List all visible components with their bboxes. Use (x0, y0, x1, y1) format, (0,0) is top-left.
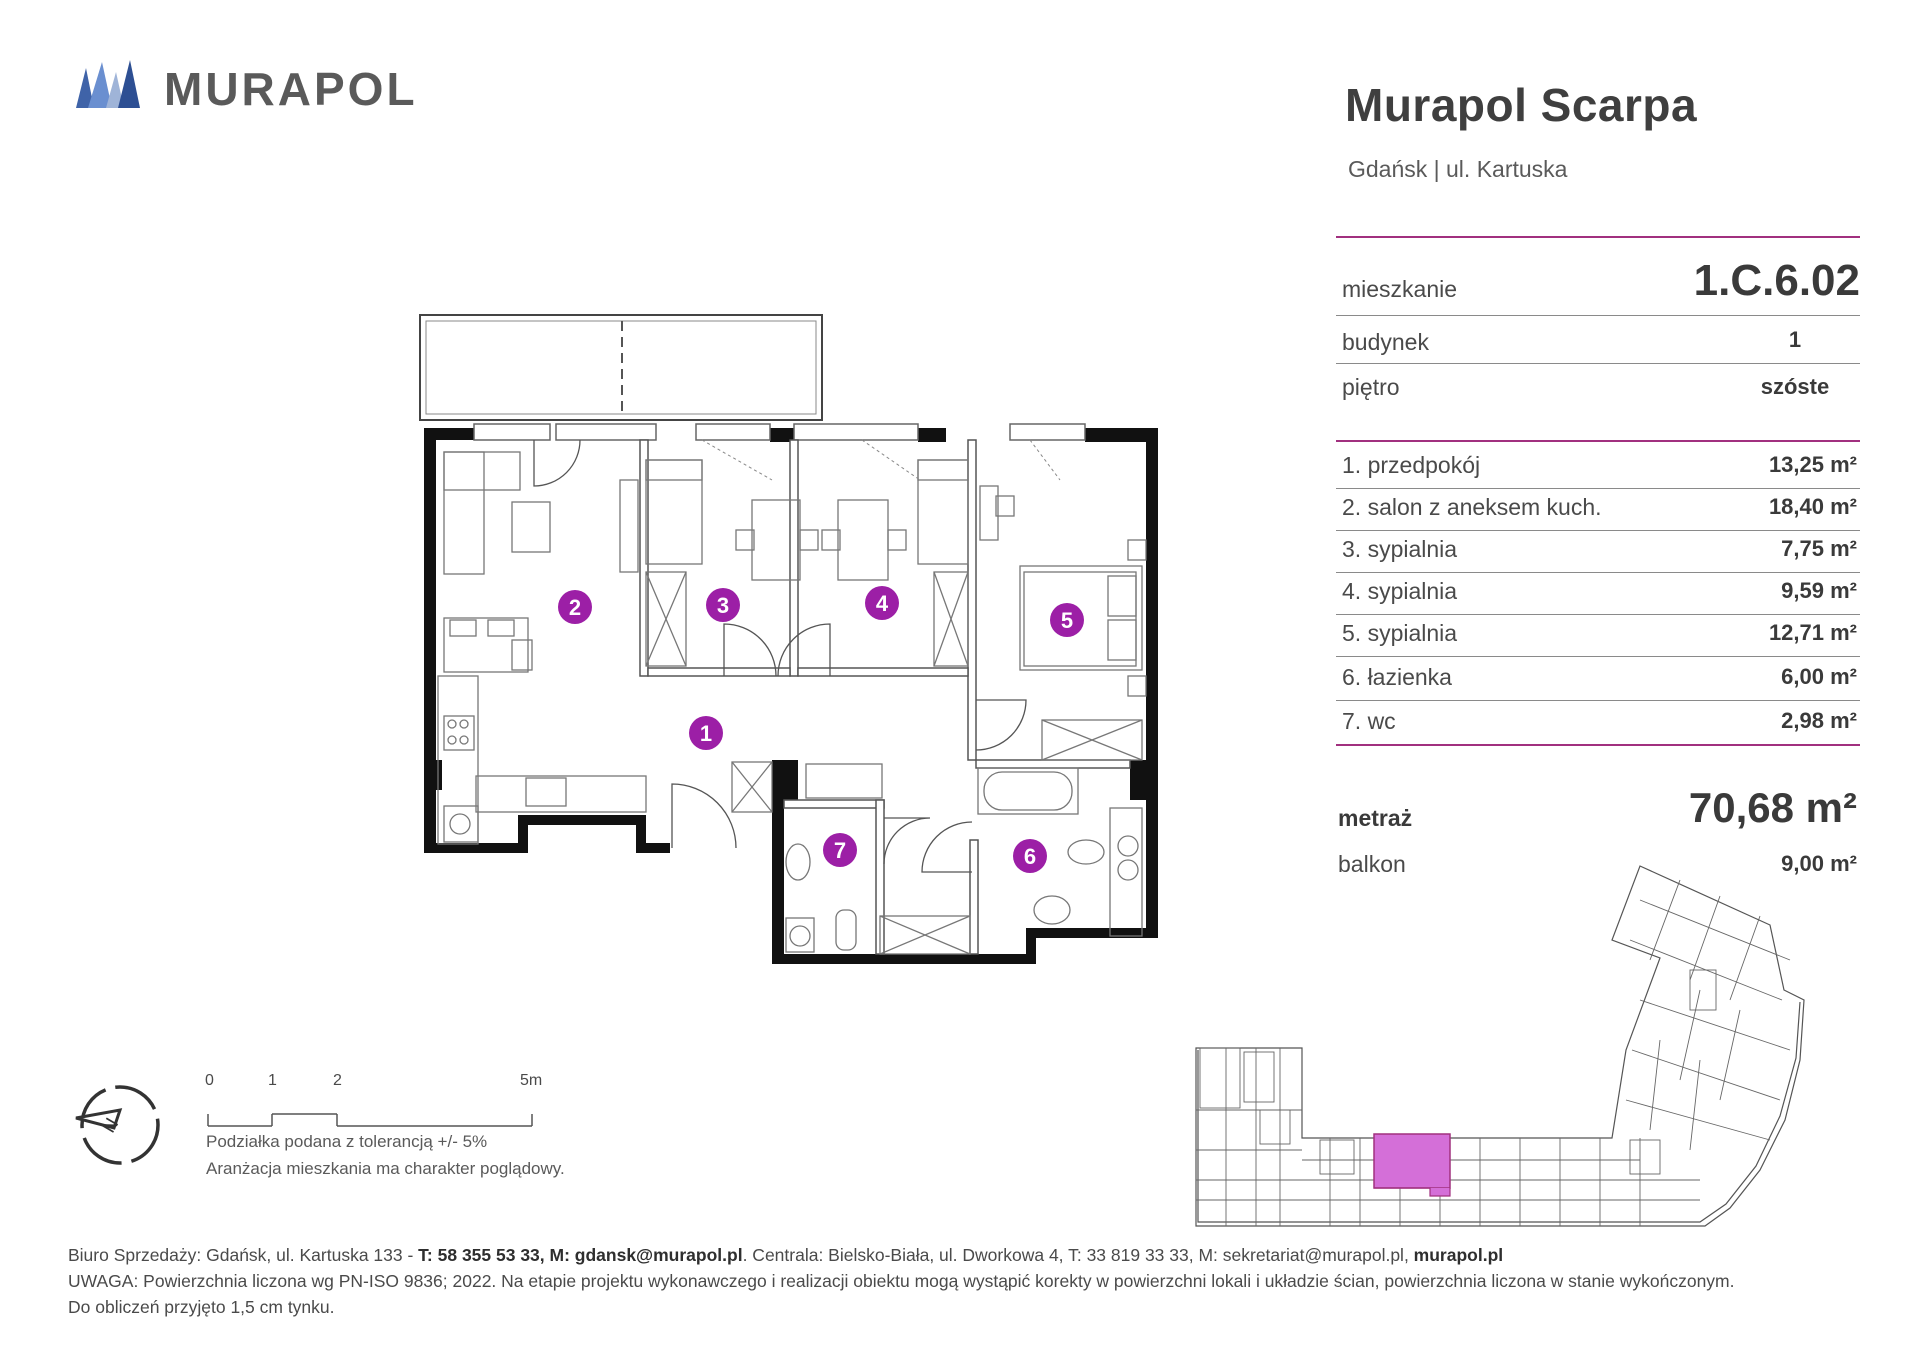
footer-disclaimer: UWAGA: Powierzchnia liczona wg PN-ISO 9836; 2022. Na etapie projektu wykonawczego i realizacji obiektu mogą wystąpić korekty w powierzchni lokali i układzie ścian, powierzchnia liczona w stanie wykończonym. (68, 1271, 1735, 1291)
logo-wordmark: MURAPOL (164, 63, 418, 115)
divider (1336, 572, 1860, 573)
unit-number: 1.C.6.02 (1693, 256, 1860, 305)
divider (1336, 236, 1860, 238)
tolerance-note: Podziałka podana z tolerancją +/- 5% (206, 1132, 488, 1151)
room-area: 2,98 m² (1781, 708, 1857, 733)
room-marker-4 (865, 586, 899, 620)
room-name: 6. łazienka (1342, 664, 1452, 690)
room-name: 3. sypialnia (1342, 536, 1458, 562)
building-value: 1 (1788, 327, 1802, 352)
footer (68, 1242, 1888, 1320)
room-name: 1. przedpokój (1342, 452, 1481, 478)
scale-label-1: 1 (268, 1072, 277, 1089)
divider (1336, 700, 1860, 701)
balcony-label: balkon (1338, 851, 1406, 877)
building-label: budynek (1342, 329, 1429, 355)
footer-sales-office: Biuro Sprzedaży: Gdańsk, ul. Kartuska 133 - (68, 1245, 419, 1265)
footer-headquarters: . Centrala: Bielsko-Biała, ul. Dworkowa 4, T: 33 819 33 33, M: sekretariat@murapol.pl, (742, 1245, 1414, 1265)
room-marker-label: 2 (568, 595, 582, 620)
room-area: 18,40 m² (1768, 494, 1857, 519)
total-area-label: metraż (1338, 805, 1413, 831)
divider (1336, 656, 1860, 657)
room-marker-5 (1050, 603, 1084, 637)
scale-label-0: 0 (205, 1072, 214, 1089)
building-key-plan (1180, 860, 1810, 1232)
svg-text:N: N (98, 1114, 124, 1137)
room-name: 2. salon z aneksem kuch. (1342, 494, 1602, 520)
room-name: 5. sypialnia (1342, 620, 1458, 646)
floor-value: szóste (1760, 374, 1830, 399)
divider (1336, 530, 1860, 531)
scale-label-2: 2 (333, 1072, 342, 1089)
footer-website-link[interactable]: murapol.pl (1413, 1245, 1504, 1265)
divider (1336, 614, 1860, 615)
floor-label: piętro (1342, 374, 1400, 400)
room-marker-1 (689, 716, 723, 750)
room-marker-label: 1 (699, 721, 713, 746)
room-marker-2 (558, 590, 592, 624)
room-name: 7. wc (1342, 708, 1396, 734)
project-title: Murapol Scarpa (1345, 79, 1698, 131)
murapol-logo (72, 58, 418, 118)
divider (1336, 488, 1860, 489)
project-location: Gdańsk | ul. Kartuska (1348, 156, 1568, 182)
room-marker-3 (706, 588, 740, 622)
divider (1336, 363, 1860, 364)
room-area: 7,75 m² (1781, 536, 1857, 561)
room-marker-label: 6 (1023, 844, 1037, 869)
arrangement-note: Aranżacja mieszkania ma charakter poglądowy. (206, 1159, 565, 1178)
room-marker-label: 7 (833, 838, 847, 863)
room-marker-label: 4 (875, 591, 889, 616)
divider (1336, 744, 1860, 746)
room-area: 12,71 m² (1768, 620, 1857, 645)
balcony-value: 9,00 m² (1781, 851, 1857, 876)
scale-label-5m: 5m (520, 1072, 543, 1089)
room-marker-6 (1013, 839, 1047, 873)
door-swings-dotted (702, 440, 1060, 480)
footer-plaster-note: Do obliczeń przyjęto 1,5 cm tynku. (68, 1297, 335, 1317)
scale-bar (200, 1096, 540, 1128)
total-area-value: 70,68 m² (1688, 784, 1857, 831)
unit-label: mieszkanie (1342, 276, 1458, 302)
footer-sales-contact: T: 58 355 53 33, M: gdansk@murapol.pl (418, 1245, 743, 1265)
divider (1336, 315, 1860, 316)
floor-plan (400, 300, 1190, 980)
divider (1336, 440, 1860, 442)
room-area: 6,00 m² (1781, 664, 1857, 689)
room-name: 4. sypialnia (1342, 578, 1458, 604)
room-marker-label: 5 (1060, 608, 1074, 633)
murapol-logo-mark-icon (72, 58, 144, 110)
compass-icon (74, 1082, 166, 1168)
balcony-outline (420, 315, 822, 420)
footer-contact-line (68, 1242, 1888, 1268)
highlighted-unit (1374, 1134, 1450, 1188)
interior-walls (640, 440, 1130, 954)
room-area: 9,59 m² (1781, 578, 1857, 603)
room-marker-label: 3 (716, 593, 730, 618)
room-area: 13,25 m² (1768, 452, 1857, 477)
room-marker-7 (823, 833, 857, 867)
